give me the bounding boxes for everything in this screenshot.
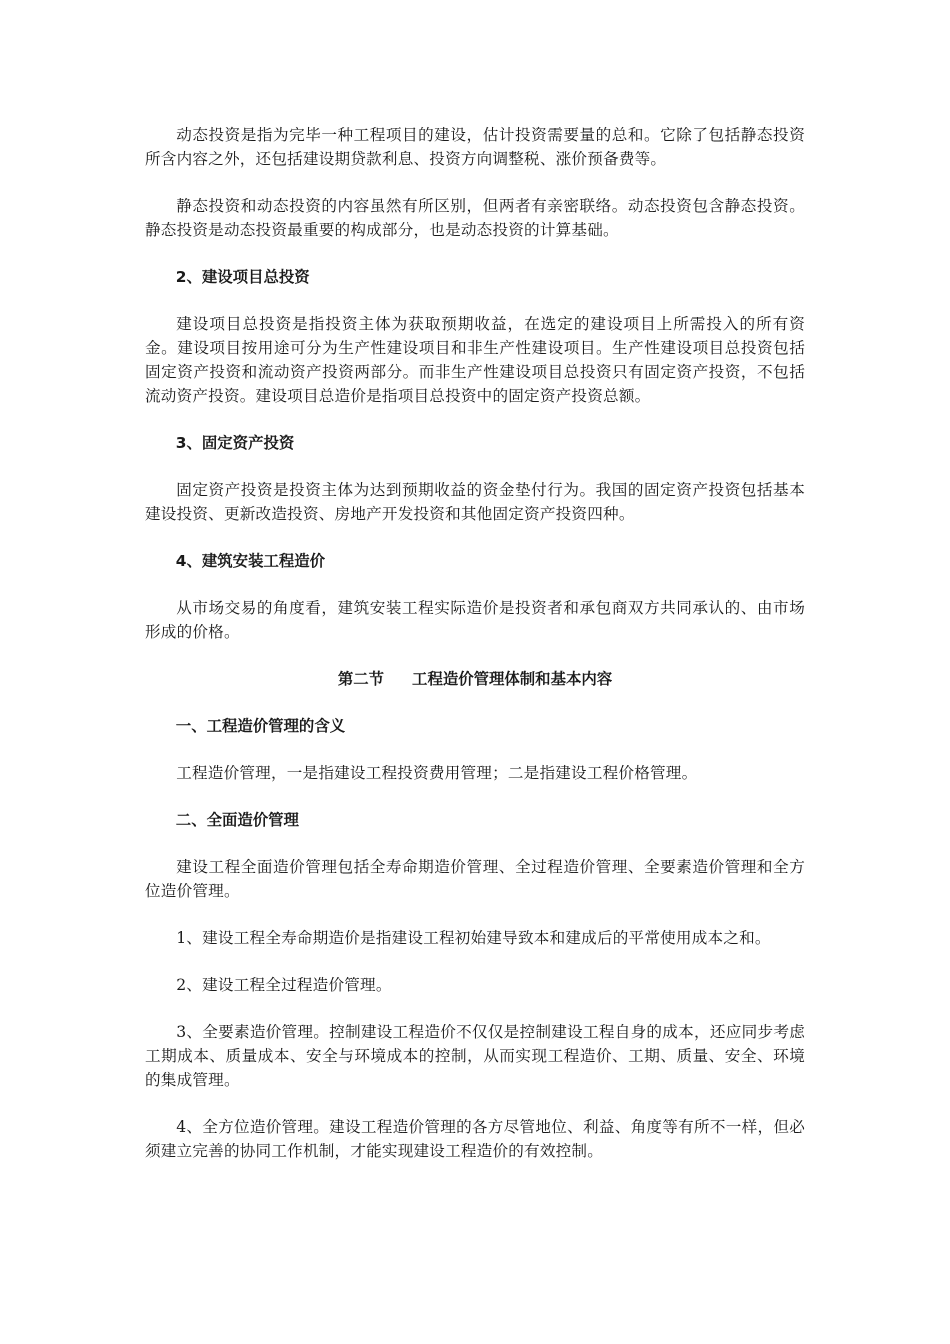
paragraph: 建设工程全面造价管理包括全寿命期造价管理、全过程造价管理、全要素造价管理和全方位造价管理。 (145, 858, 805, 900)
paragraph: 2、建设工程全过程造价管理。 (176, 976, 392, 994)
subheading: 二、全面造价管理 (175, 811, 299, 829)
subheading: 3、固定资产投资 (175, 434, 295, 452)
document-page (145, 123, 805, 1186)
paragraph: 3、全要素造价管理。控制建设工程造价不仅仅是控制建设工程自身的成本，还应同步考虑工期成本、质量成本、安全与环境成本的控制，从而实现工程造价、工期、质量、安全、环境的集成管理。 (145, 1023, 805, 1089)
subheading: 一、工程造价管理的含义 (175, 717, 346, 735)
paragraph: 建设项目总投资是指投资主体为获取预期收益，在选定的建设项目上所需投入的所有资金。建设项目按用途可分为生产性建设项目和非生产性建设项目。生产性建设项目总投资包括固定资产投资和流动资产投资两部分。而非生产性建设项目总投资只有固定资产投资，不包括流动资产投资。建设项目总造价是指项目总投资中的固定资产投资总额。 (145, 315, 805, 405)
paragraph: 4、全方位造价管理。建设工程造价管理的各方尽管地位、利益、角度等有所不一样，但必须建立完善的协同工作机制，才能实现建设工程造价的有效控制。 (145, 1118, 805, 1160)
paragraph: 1、建设工程全寿命期造价是指建设工程初始建导致本和建成后的平常使用成本之和。 (176, 929, 771, 947)
paragraph: 固定资产投资是投资主体为达到预期收益的资金垫付行为。我国的固定资产投资包括基本建设投资、更新改造投资、房地产开发投资和其他固定资产投资四种。 (145, 481, 805, 523)
subheading: 2、建设项目总投资 (175, 268, 310, 286)
paragraph: 静态投资和动态投资的内容虽然有所区别，但两者有亲密联络。动态投资包含静态投资。静态投资是动态投资最重要的构成部分，也是动态投资的计算基础。 (145, 197, 805, 239)
paragraph: 从市场交易的角度看，建筑安装工程实际造价是投资者和承包商双方共同承认的、由市场形成的价格。 (145, 599, 805, 641)
section-label: 第二节 (337, 670, 385, 688)
section-title (145, 667, 805, 691)
paragraph: 动态投资是指为完毕一种工程项目的建设，估计投资需要量的总和。它除了包括静态投资所含内容之外，还包括建设期贷款利息、投资方向调整税、涨价预备费等。 (145, 126, 805, 168)
paragraph: 工程造价管理，一是指建设工程投资费用管理；二是指建设工程价格管理。 (176, 764, 698, 782)
section-heading-text: 工程造价管理体制和基本内容 (412, 670, 613, 688)
subheading: 4、建筑安装工程造价 (175, 552, 326, 570)
